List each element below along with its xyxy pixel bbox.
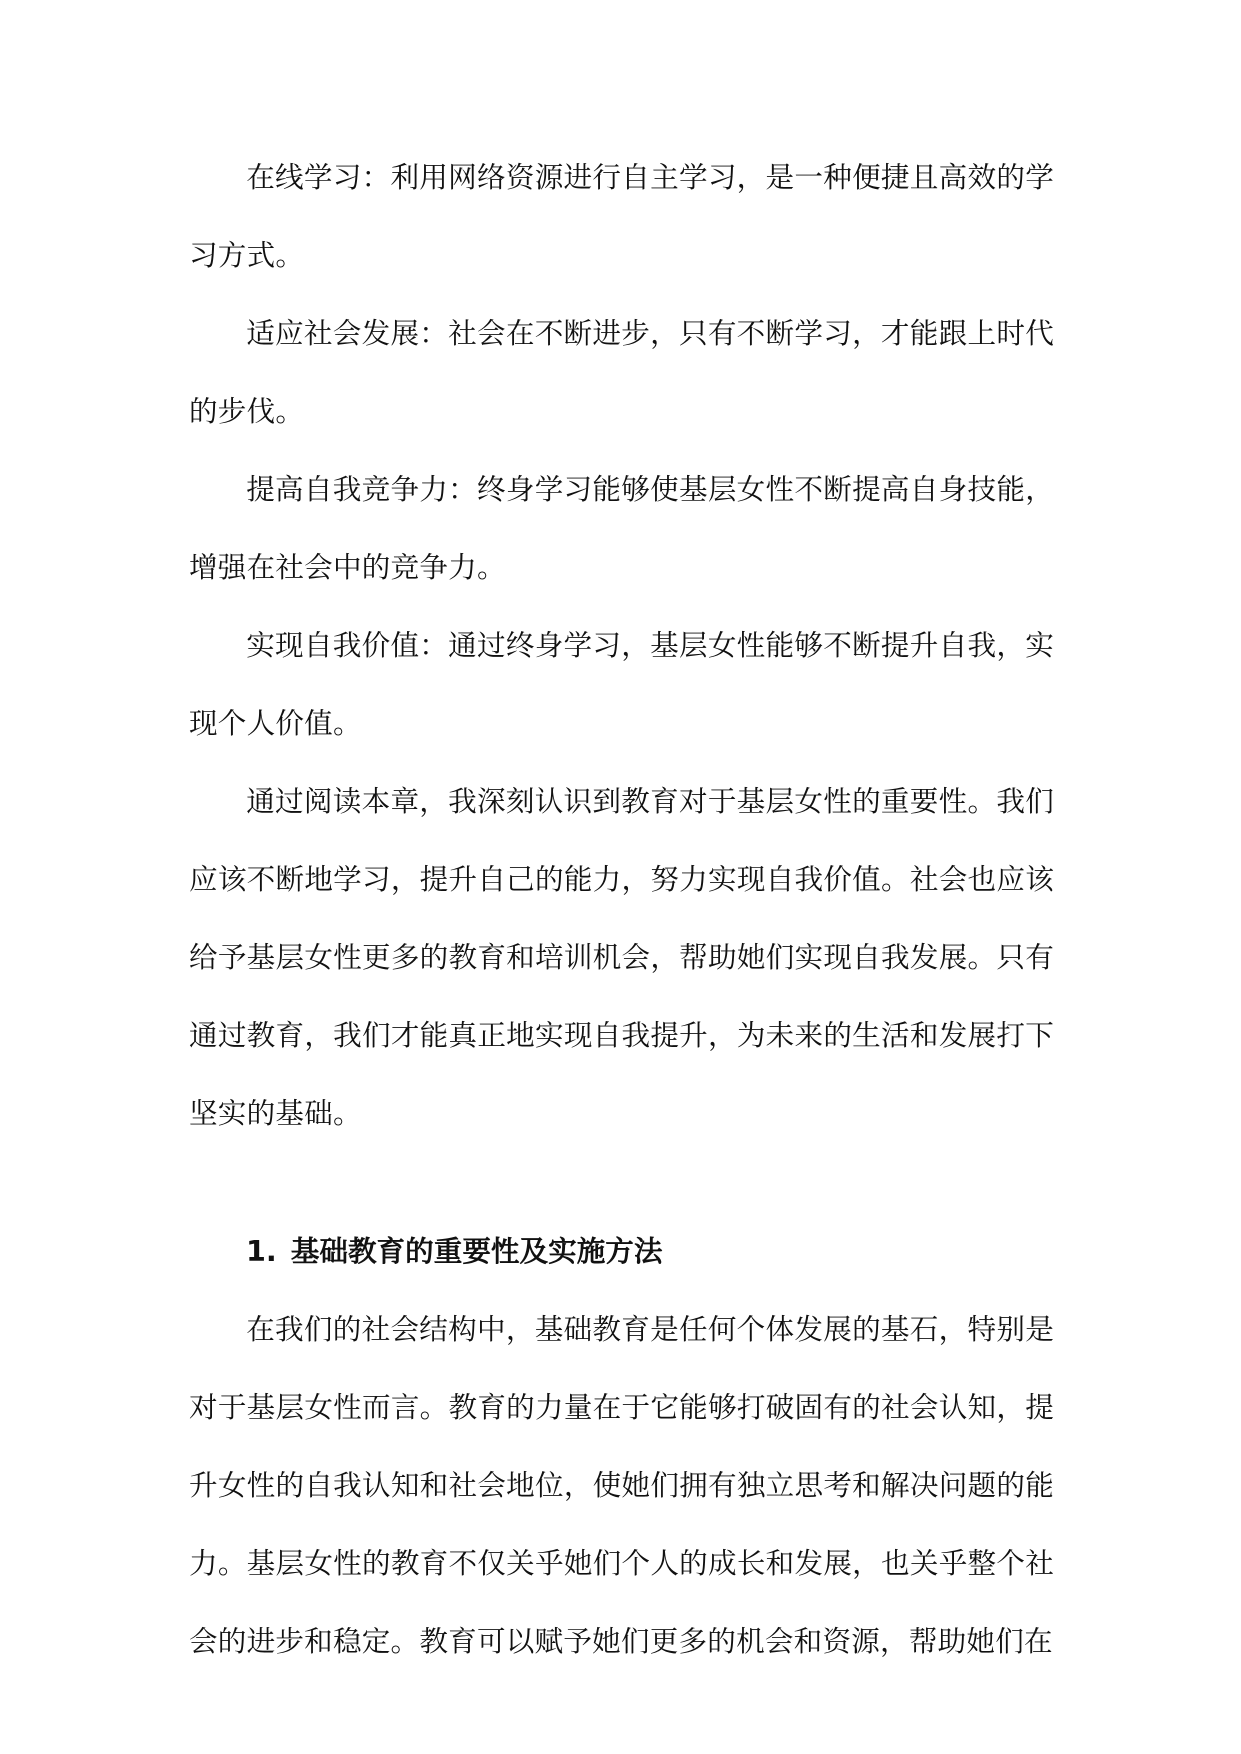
section-number: 1. bbox=[246, 1234, 277, 1268]
section-heading bbox=[189, 1212, 1054, 1290]
paragraph-self-value: 实现自我价值：通过终身学习，基层女性能够不断提升自我，实现个人价值。 bbox=[189, 628, 1054, 740]
paragraph-basic-education: 在我们的社会结构中，基础教育是任何个体发展的基石，特别是对于基层女性而言。教育的力量在于它能够打破固有的社会认知，提升女性的自我认知和社会地位，使她们拥有独立思考和解决问题的能力。基层女性的教育不仅关乎她们个人的成长和发展，也关乎整个社会的进步和稳定。教育可以赋予她们更多的机会和资源，帮助她们在 bbox=[189, 1312, 1054, 1658]
paragraph-competitiveness: 提高自我竞争力：终身学习能够使基层女性不断提高自身技能，增强在社会中的竞争力。 bbox=[189, 472, 1054, 584]
paragraph-online-learning: 在线学习：利用网络资源进行自主学习，是一种便捷且高效的学习方式。 bbox=[189, 160, 1054, 272]
section-title: 基础教育的重要性及实施方法 bbox=[290, 1234, 663, 1268]
paragraph-chapter-reflection: 通过阅读本章，我深刻认识到教育对于基层女性的重要性。我们应该不断地学习，提升自己的能力，努力实现自我价值。社会也应该给予基层女性更多的教育和培训机会，帮助她们实现自我发展。只有通过教育，我们才能真正地实现自我提升，为未来的生活和发展打下坚实的基础。 bbox=[189, 784, 1054, 1130]
paragraph-adapt-society: 适应社会发展：社会在不断进步，只有不断学习，才能跟上时代的步伐。 bbox=[189, 316, 1054, 428]
document-body bbox=[189, 138, 1054, 1680]
